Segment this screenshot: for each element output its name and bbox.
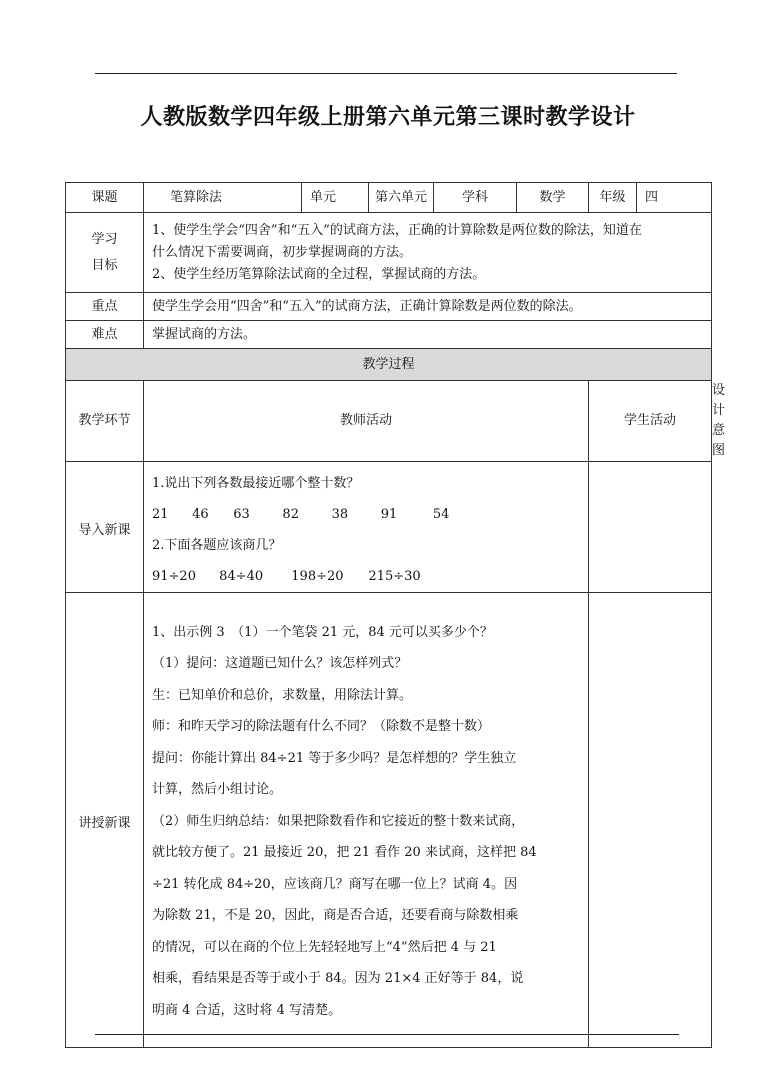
col-stage: 教学环节 [66,381,144,462]
division: 215÷30 [368,569,421,584]
grade-label: 年级 [589,183,637,213]
lesson-line: 1、出示例 3 （1）一个笔袋 21 元，84 元可以买多少个？ [152,624,493,640]
intro-stage: 导入新课 [66,462,144,593]
subject-value: 数学 [517,183,589,213]
difficulty-label: 难点 [66,321,144,349]
intro-content [144,462,589,593]
col-teacher: 教师活动 [144,381,589,462]
process-header-row [66,349,712,381]
division: 198÷20 [291,569,344,584]
number: 54 [432,507,450,522]
lesson-line: 相乘，看结果是否等于或小于 84。因为 21×4 正好等于 84，说 [152,971,524,987]
lesson-line: 提问：你能计算出 84÷21 等于多少吗？是怎样想的？学生独立 [152,750,517,766]
intro-divisions [152,561,580,592]
col-student: 学生活动 [589,381,712,462]
column-header-row: 教学环节 教师活动 学生活动 设计意图 [66,381,712,462]
goal-line: 1、使学生学会“四舍”和“五入”的试商方法，正确的计算除数是两位数的除法，知道在 [152,222,642,238]
grade-value: 四 [637,183,712,213]
intro-question-2: 2.下面各题应该商几？ [152,538,282,553]
unit-value: 第六单元 [369,183,434,213]
lesson-line: （1）提问：这道题已知什么？该怎样列式？ [152,656,408,672]
intro-question-1: 1.说出下列各数最接近哪个整十数？ [152,476,360,491]
difficulty-row [66,321,712,349]
lesson-line: 计算，然后小组讨论。 [152,782,283,798]
lesson-line: 明商 4 合适，这时将 4 写清楚。 [152,1002,342,1018]
difficulty-text: 掌握试商的方法。 [144,321,712,349]
lesson-plan-table [65,182,726,1048]
key-point-row [66,293,712,321]
lesson-stage: 讲授新课 [66,593,144,1048]
key-point-text: 使学生学会用“四舍”和“五入”的试商方法，正确计算除数是两位数的除法。 [144,293,712,321]
info-row [66,183,712,213]
lesson-line: （2）师生归纳总结：如果把除数看作和它接近的整十数来试商， [152,813,525,829]
intro-numbers [152,499,580,530]
topic-value: 笔算除法 [144,183,302,213]
goal-line: 2、使学生经历笔算除法试商的全过程，掌握试商的方法。 [152,266,486,282]
lesson-line: 生：已知单价和总价，求数量，用除法计算。 [152,687,413,703]
number: 91 [380,507,398,522]
lesson-line: 师：和昨天学习的除法题有什么不同？（除数不是整十数） [152,719,491,735]
subject-label: 学科 [434,183,517,213]
topic-label: 课题 [66,183,144,213]
unit-label: 单元 [302,183,369,213]
lesson-content [144,593,589,1048]
goal-line: 什么情况下需要调商，初步掌握调商的方法。 [152,244,413,260]
intro-row [66,462,712,593]
key-point-label: 重点 [66,293,144,321]
goals-label-line1: 学习 [91,231,118,247]
division: 84÷40 [219,569,264,584]
lesson-line: 为除数 21，不是 20，因此，商是否合适，还要看商与除数相乘 [152,908,519,924]
goals-row [66,213,712,293]
number: 63 [233,507,250,522]
number: 38 [331,507,349,522]
number: 46 [192,507,209,522]
goals-label-line2: 目标 [91,257,118,273]
lesson-line: ÷21 转化成 84÷20，应该商几？商写在哪一位上？试商 4。因 [152,876,518,892]
division: 91÷20 [152,569,196,584]
footer-rule [95,1034,679,1035]
goals-text [144,213,712,293]
intro-student [589,462,712,593]
goals-label [66,213,144,293]
lesson-line: 的情况，可以在商的个位上先轻轻地写上“4”然后把 4 与 21 [152,939,497,955]
lesson-row [66,593,712,1048]
process-header: 教学过程 [66,349,712,381]
number: 82 [282,507,299,522]
page-title: 人教版数学四年级上册第六单元第三课时教学设计 [140,105,636,130]
header-rule [95,73,677,74]
lesson-student [589,593,712,1048]
lesson-line: 就比较方便了。21 最接近 20，把 21 看作 20 来试商，这样把 84 [152,845,537,861]
number: 21 [152,507,169,522]
